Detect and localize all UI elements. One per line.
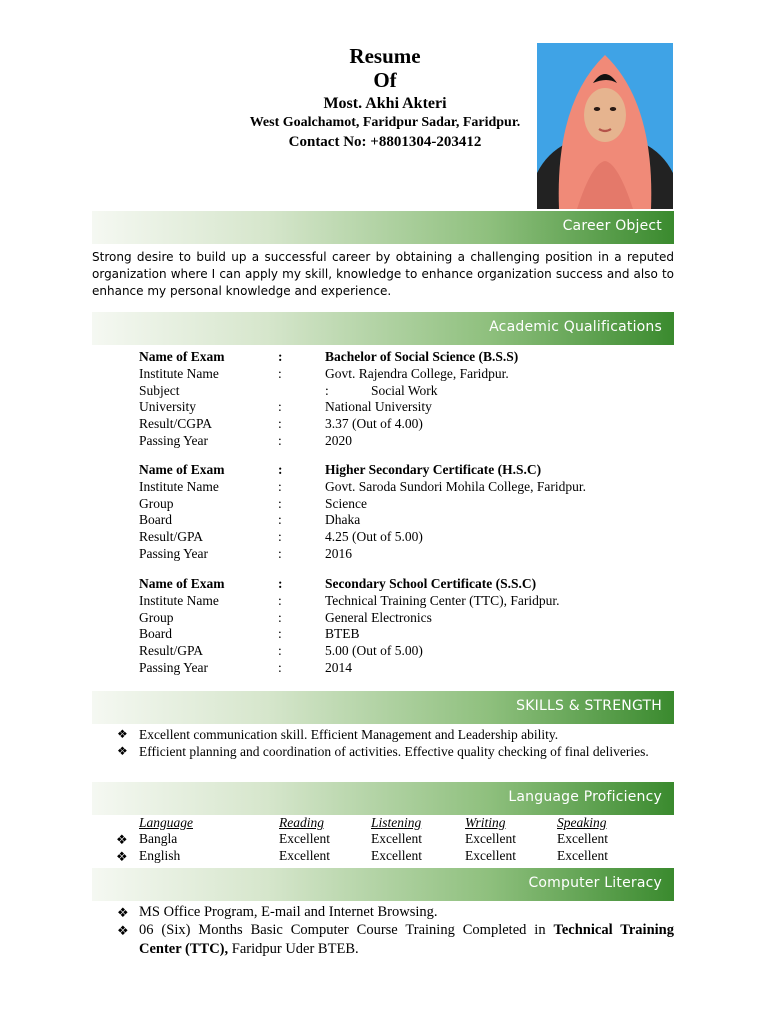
academic-value: Govt. Saroda Sundori Mohila College, Faridpur. — [325, 478, 586, 494]
academic-value: General Electronics — [325, 609, 432, 625]
academic-label: Group — [139, 495, 174, 511]
language-table-header: Reading — [279, 815, 324, 830]
candidate-contact: Contact No: +8801304-203412 — [288, 134, 482, 150]
academic-value: Govt. Rajendra College, Faridpur. — [325, 365, 509, 381]
language-table-cell: Excellent — [279, 831, 330, 846]
academic-label: Subject — [139, 382, 180, 398]
bullet-icon: ❖ — [117, 727, 128, 741]
academic-value: 2020 — [325, 433, 352, 448]
language-table-cell: Excellent — [371, 848, 422, 863]
language-table-cell: Excellent — [557, 831, 608, 846]
academic-label: Result/GPA — [139, 643, 204, 659]
academic-label: Institute Name — [139, 478, 219, 494]
academic-value: Social Work — [371, 382, 438, 398]
academic-separator: : — [278, 546, 282, 561]
academic-separator: : — [278, 462, 283, 477]
language-table-cell: Excellent — [279, 848, 330, 863]
language-table-cell: Excellent — [465, 831, 516, 846]
academic-separator: : — [278, 399, 282, 415]
academic-label: University — [139, 399, 196, 415]
academic-separator: : — [278, 512, 282, 528]
academic-label: Result/GPA — [139, 529, 204, 545]
academic-separator: : — [278, 416, 282, 432]
section-title-career: Career Object — [562, 218, 662, 234]
academic-value: 2016 — [325, 546, 352, 561]
bullet-icon: ❖ — [116, 849, 128, 864]
section-title-academic: Academic Qualifications — [489, 319, 662, 335]
academic-value: Dhaka — [325, 512, 361, 528]
academic-label: Passing Year — [139, 546, 209, 561]
academic-value: 4.25 (Out of 5.00) — [325, 529, 423, 545]
language-table-cell: Excellent — [465, 848, 516, 863]
academic-separator: : — [278, 592, 282, 608]
section-bar-academic — [92, 312, 674, 345]
academic-separator: : — [278, 433, 282, 448]
resume-header — [200, 44, 570, 152]
candidate-address: West Goalchamot, Faridpur Sadar, Faridpur. — [249, 115, 521, 130]
computer-item — [139, 921, 674, 959]
computer-item-text: 06 (Six) Months Basic Computer Course Training Completed in — [139, 922, 554, 938]
resume-title: Resume — [349, 44, 421, 68]
resume-title-of: Of — [373, 68, 397, 92]
skill-item: Efficient planning and coordination of activities. Effective quality checking of final deliveries. — [139, 744, 649, 759]
academic-separator: : — [278, 365, 282, 381]
computer-item: MS Office Program, E-mail and Internet Browsing. — [139, 904, 438, 920]
academic-separator: : — [278, 576, 283, 591]
computer-item-text-end: Faridpur Uder BTEB. — [228, 941, 359, 957]
computer-item-institute: Technical Training Center (TTC), — [139, 922, 674, 957]
candidate-name: Most. Akhi Akteri — [323, 95, 447, 112]
academic-separator: : — [278, 478, 282, 494]
academic-separator: : — [278, 643, 282, 659]
academic-label: Group — [139, 609, 174, 625]
academic-value: 3.37 (Out of 4.00) — [325, 416, 423, 432]
section-bar-skills — [92, 691, 674, 724]
profile-photo — [537, 43, 673, 209]
academic-label: Institute Name — [139, 365, 219, 381]
academic-label: Board — [139, 626, 172, 642]
career-objective-text: Strong desire to build up a successful career by obtaining a challenging position in a reputed organization where I can apply my skill, knowledge to enhance organization success and also to enhance my personal knowledge and experience. — [92, 250, 674, 298]
academic-separator: : — [278, 495, 282, 511]
academic-value: Bachelor of Social Science (B.S.S) — [325, 349, 519, 364]
skill-item: Excellent communication skill. Efficient Management and Leadership ability. — [139, 727, 559, 742]
academic-label: Institute Name — [139, 592, 219, 608]
academic-label: Passing Year — [139, 433, 209, 448]
academic-value: BTEB — [325, 626, 360, 642]
language-table-header: Listening — [371, 815, 422, 830]
bullet-icon: ❖ — [117, 744, 128, 758]
academic-label: Passing Year — [139, 660, 209, 675]
language-table-cell: English — [139, 848, 181, 863]
academic-separator: : — [278, 660, 282, 675]
academic-label: Name of Exam — [139, 462, 225, 477]
language-table-header: Speaking — [557, 815, 607, 830]
academic-value: Science — [325, 495, 367, 511]
academic-value: 5.00 (Out of 5.00) — [325, 643, 423, 659]
academic-label: Result/CGPA — [139, 416, 213, 432]
academic-value: Secondary School Certificate (S.S.C) — [325, 576, 537, 591]
section-title-skills: SKILLS & STRENGTH — [516, 698, 662, 714]
section-bar-language — [92, 782, 674, 815]
academic-separator: : — [325, 382, 329, 398]
section-bar-computer — [92, 868, 674, 901]
section-title-computer: Computer Literacy — [528, 875, 662, 891]
bullet-icon: ❖ — [116, 832, 128, 847]
academic-label: Name of Exam — [139, 576, 225, 591]
section-title-language: Language Proficiency — [508, 789, 662, 805]
academic-label: Board — [139, 512, 172, 528]
academic-separator: : — [278, 349, 283, 364]
academic-value: 2014 — [325, 660, 352, 675]
language-table-header: Language — [139, 815, 193, 830]
academic-separator: : — [278, 529, 282, 545]
language-table-cell: Excellent — [557, 848, 608, 863]
academic-value: Higher Secondary Certificate (H.S.C) — [325, 462, 542, 477]
section-bar-career — [92, 211, 674, 244]
academic-label: Name of Exam — [139, 349, 225, 364]
language-table-header: Writing — [465, 815, 506, 830]
academic-separator: : — [278, 609, 282, 625]
academic-value: Technical Training Center (TTC), Faridpur. — [325, 592, 560, 608]
academic-value: National University — [325, 399, 432, 415]
bullet-icon: ❖ — [117, 905, 129, 920]
language-table-cell: Excellent — [371, 831, 422, 846]
language-table-cell: Bangla — [139, 831, 178, 846]
bullet-icon: ❖ — [117, 923, 129, 938]
academic-separator: : — [278, 626, 282, 642]
